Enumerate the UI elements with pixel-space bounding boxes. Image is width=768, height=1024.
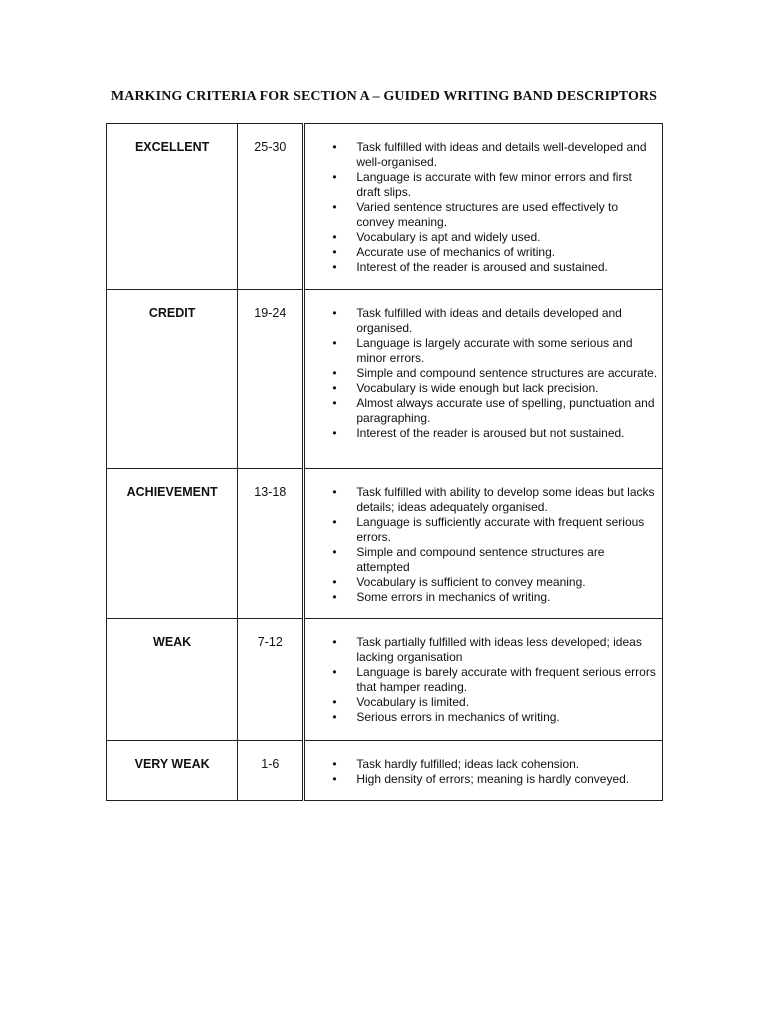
table-row-excellent	[107, 124, 663, 290]
descriptor-list	[305, 140, 658, 275]
band-marks: 1-6	[238, 741, 304, 801]
descriptor-item: • Language is largely accurate with some serious and minor errors.	[305, 336, 658, 366]
descriptor-item: • Simple and compound sentence structures are attempted	[305, 545, 658, 575]
band-name: VERY WEAK	[107, 741, 238, 801]
descriptor-item: • Interest of the reader is aroused and sustained.	[305, 260, 658, 275]
descriptor-item: • Task hardly fulfilled; ideas lack cohension.	[305, 757, 658, 772]
band-marks: 19-24	[238, 290, 304, 469]
descriptor-item: • Some errors in mechanics of writing.	[305, 590, 658, 605]
descriptor-item: • Task fulfilled with ideas and details developed and organised.	[305, 306, 658, 336]
descriptor-item: • Language is sufficiently accurate with frequent serious errors.	[305, 515, 658, 545]
descriptor-item: • Interest of the reader is aroused but not sustained.	[305, 426, 658, 441]
descriptor-item: • Accurate use of mechanics of writing.	[305, 245, 658, 260]
descriptor-item: • Vocabulary is apt and widely used.	[305, 230, 658, 245]
band-marks: 13-18	[238, 469, 304, 619]
table-row-achievement	[107, 469, 663, 619]
band-name: WEAK	[107, 619, 238, 741]
descriptor-list	[305, 757, 658, 787]
descriptor-item: • Almost always accurate use of spelling, punctuation and paragraphing.	[305, 396, 658, 426]
table-row-credit	[107, 290, 663, 469]
descriptor-list	[305, 635, 658, 725]
descriptor-item: • Varied sentence structures are used effectively to convey meaning.	[305, 200, 658, 230]
band-descriptors	[304, 469, 663, 619]
descriptor-item: • Vocabulary is wide enough but lack precision.	[305, 381, 658, 396]
band-descriptors	[304, 290, 663, 469]
band-marks: 25-30	[238, 124, 304, 290]
descriptor-item: • Language is accurate with few minor errors and first draft slips.	[305, 170, 658, 200]
band-name: EXCELLENT	[107, 124, 238, 290]
descriptor-list	[305, 485, 658, 605]
band-descriptors	[304, 741, 663, 801]
descriptor-item: • Serious errors in mechanics of writing.	[305, 710, 658, 725]
descriptor-item: • High density of errors; meaning is hardly conveyed.	[305, 772, 658, 787]
descriptor-item: • Simple and compound sentence structures are accurate.	[305, 366, 658, 381]
band-descriptors-table	[106, 123, 663, 801]
band-descriptors	[304, 124, 663, 290]
descriptor-list	[305, 306, 658, 441]
document-title: MARKING CRITERIA FOR SECTION A – GUIDED WRITING BAND DESCRIPTORS	[110, 89, 658, 104]
descriptor-item: • Task partially fulfilled with ideas less developed; ideas lacking organisation	[305, 635, 658, 665]
band-marks: 7-12	[238, 619, 304, 741]
descriptor-item: • Task fulfilled with ability to develop some ideas but lacks details; ideas adequately organised.	[305, 485, 658, 515]
descriptor-item: • Vocabulary is limited.	[305, 695, 658, 710]
band-name: CREDIT	[107, 290, 238, 469]
table-row-weak	[107, 619, 663, 741]
band-name: ACHIEVEMENT	[107, 469, 238, 619]
descriptor-item: • Vocabulary is sufficient to convey meaning.	[305, 575, 658, 590]
table-row-very-weak	[107, 741, 663, 801]
descriptor-item: • Language is barely accurate with frequent serious errors that hamper reading.	[305, 665, 658, 695]
band-descriptors	[304, 619, 663, 741]
descriptor-item: • Task fulfilled with ideas and details well-developed and well-organised.	[305, 140, 658, 170]
